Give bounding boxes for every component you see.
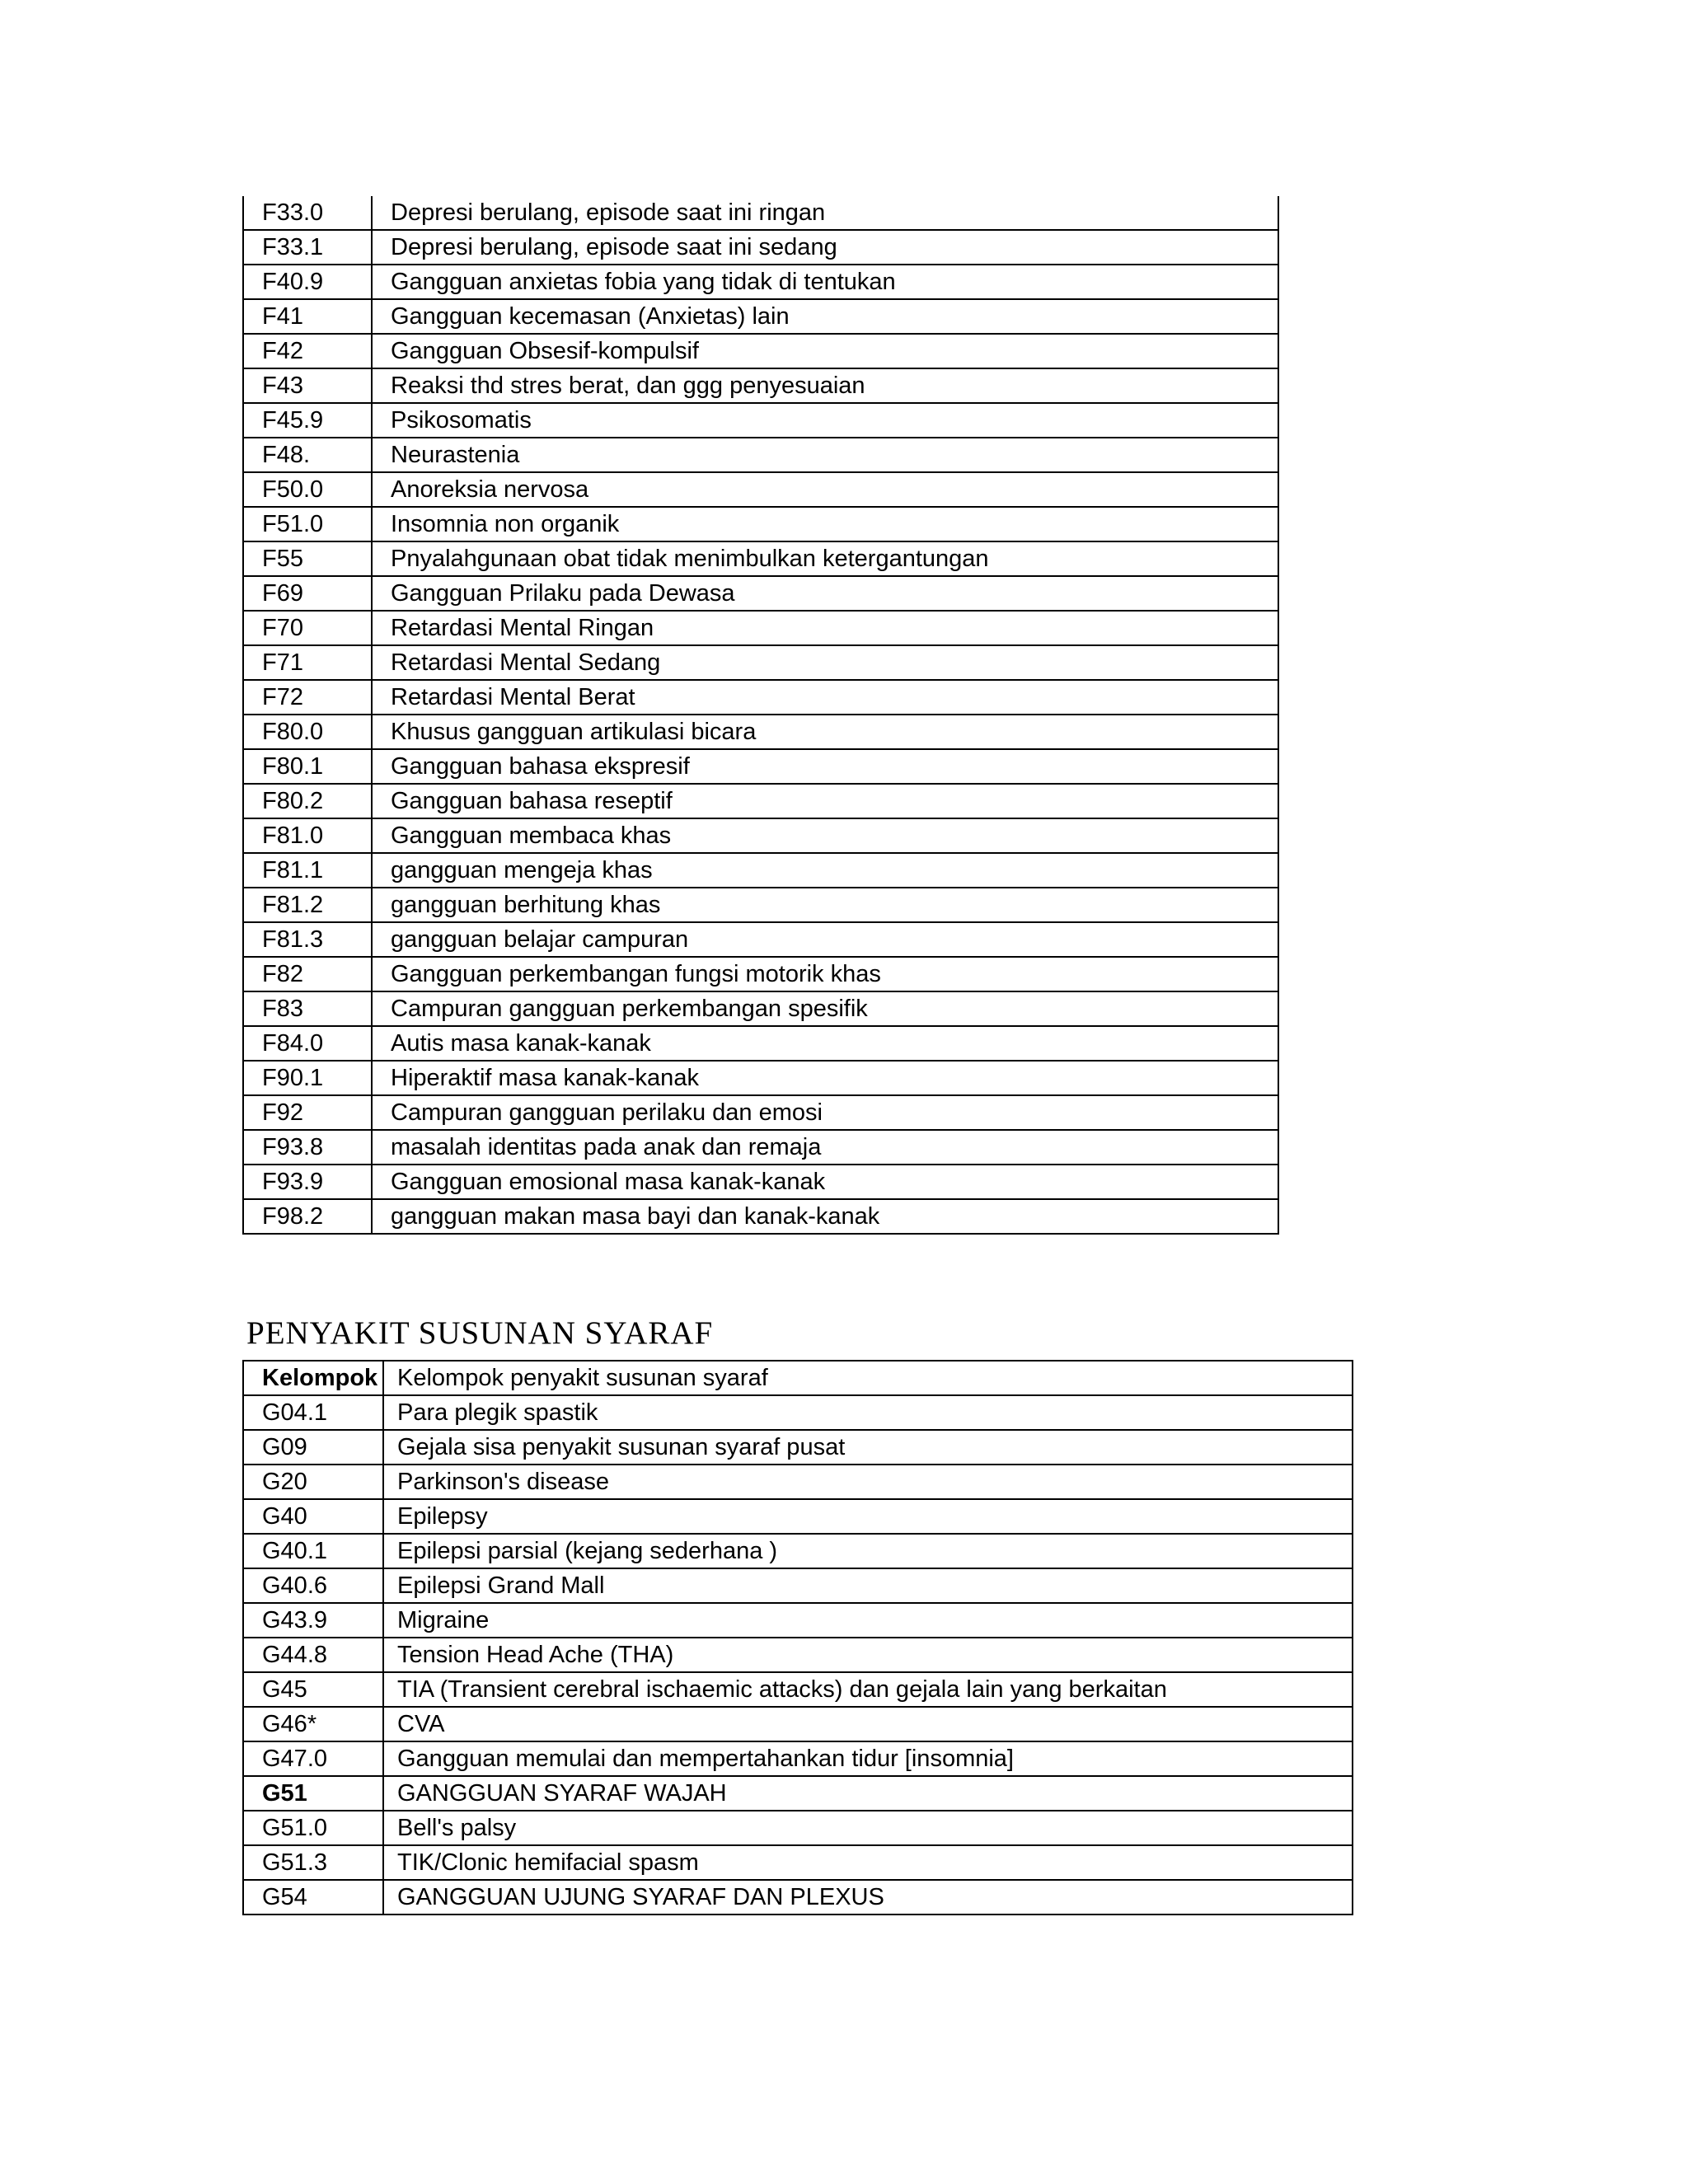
table-row (243, 1130, 1278, 1165)
code-cell: G20 (243, 1465, 383, 1499)
description-cell: gangguan berhitung khas (372, 888, 1278, 922)
description-cell: Depresi berulang, episode saat ini sedang (372, 230, 1278, 265)
table-row (243, 680, 1278, 715)
section-heading: PENYAKIT SUSUNAN SYARAF (246, 1315, 714, 1351)
code-cell: G04.1 (243, 1395, 383, 1430)
code-cell: G54 (243, 1880, 383, 1915)
description-cell: Gangguan Prilaku pada Dewasa (372, 576, 1278, 611)
description-cell: Reaksi thd stres berat, dan ggg penyesuaian (372, 368, 1278, 403)
code-cell: G40.1 (243, 1534, 383, 1568)
description-cell: Hiperaktif masa kanak-kanak (372, 1061, 1278, 1095)
code-cell: G44.8 (243, 1638, 383, 1672)
table-row (243, 1707, 1353, 1741)
mental-disorders-table (242, 196, 1279, 1235)
code-cell: F43 (243, 368, 372, 403)
description-cell: Campuran gangguan perkembangan spesifik (372, 991, 1278, 1026)
description-cell: masalah identitas pada anak dan remaja (372, 1130, 1278, 1165)
code-cell: F81.0 (243, 818, 372, 853)
description-cell: Autis masa kanak-kanak (372, 1026, 1278, 1061)
description-cell: Pnyalahgunaan obat tidak menimbulkan ketergantungan (372, 541, 1278, 576)
table-row (243, 1499, 1353, 1534)
description-cell: TIK/Clonic hemifacial spasm (383, 1845, 1353, 1880)
table-row (243, 403, 1278, 438)
table-row (243, 576, 1278, 611)
code-cell: F80.2 (243, 784, 372, 818)
description-cell: Gangguan memulai dan mempertahankan tidur [insomnia] (383, 1741, 1353, 1776)
code-cell: F98.2 (243, 1199, 372, 1234)
table-row (243, 715, 1278, 749)
code-cell: F33.1 (243, 230, 372, 265)
description-cell: Gangguan Obsesif-kompulsif (372, 334, 1278, 368)
table-row (243, 1395, 1353, 1430)
code-cell: F80.0 (243, 715, 372, 749)
description-cell: Gangguan bahasa ekspresif (372, 749, 1278, 784)
description-cell: GANGGUAN SYARAF WAJAH (383, 1776, 1353, 1811)
code-cell: F71 (243, 645, 372, 680)
description-cell: Psikosomatis (372, 403, 1278, 438)
table-row (243, 1811, 1353, 1845)
table-row (243, 1776, 1353, 1811)
table-row (243, 1534, 1353, 1568)
description-cell: gangguan belajar campuran (372, 922, 1278, 957)
description-cell: Gejala sisa penyakit susunan syaraf pusat (383, 1430, 1353, 1465)
description-cell: Gangguan perkembangan fungsi motorik khas (372, 957, 1278, 991)
nervous-system-diseases-table (242, 1360, 1353, 1915)
code-cell: F51.0 (243, 507, 372, 541)
table-row (243, 541, 1278, 576)
table-row (243, 1165, 1278, 1199)
code-cell: G43.9 (243, 1603, 383, 1638)
code-cell: G09 (243, 1430, 383, 1465)
table-row (243, 1465, 1353, 1499)
description-cell: Gangguan emosional masa kanak-kanak (372, 1165, 1278, 1199)
table-row (243, 818, 1278, 853)
description-cell: Khusus gangguan artikulasi bicara (372, 715, 1278, 749)
description-cell: CVA (383, 1707, 1353, 1741)
table-row (243, 472, 1278, 507)
description-cell: Epilepsi Grand Mall (383, 1568, 1353, 1603)
description-cell: Epilepsy (383, 1499, 1353, 1534)
table-row (243, 957, 1278, 991)
table-row (243, 853, 1278, 888)
table-row (243, 299, 1278, 334)
description-cell: TIA (Transient cerebral ischaemic attacks) dan gejala lain yang berkaitan (383, 1672, 1353, 1707)
code-cell: F33.0 (243, 196, 372, 230)
table-row (243, 1430, 1353, 1465)
header-desc-cell: Kelompok penyakit susunan syaraf (383, 1361, 1353, 1395)
table-row (243, 1880, 1353, 1915)
code-cell: F82 (243, 957, 372, 991)
code-cell: F80.1 (243, 749, 372, 784)
code-cell: F83 (243, 991, 372, 1026)
table-header-row (243, 1361, 1353, 1395)
code-cell: G40 (243, 1499, 383, 1534)
code-cell: F92 (243, 1095, 372, 1130)
code-cell: F81.3 (243, 922, 372, 957)
code-cell: F72 (243, 680, 372, 715)
code-cell: F42 (243, 334, 372, 368)
description-cell: Para plegik spastik (383, 1395, 1353, 1430)
table-row (243, 334, 1278, 368)
description-cell: Migraine (383, 1603, 1353, 1638)
description-cell: Retardasi Mental Sedang (372, 645, 1278, 680)
table-row (243, 438, 1278, 472)
code-cell: F93.9 (243, 1165, 372, 1199)
table-row (243, 1672, 1353, 1707)
code-cell: G51.0 (243, 1811, 383, 1845)
table-row (243, 611, 1278, 645)
code-cell: G47.0 (243, 1741, 383, 1776)
table-row (243, 922, 1278, 957)
table-row (243, 507, 1278, 541)
code-cell: F81.1 (243, 853, 372, 888)
description-cell: Neurastenia (372, 438, 1278, 472)
code-cell: F93.8 (243, 1130, 372, 1165)
table-row (243, 1845, 1353, 1880)
code-cell: F81.2 (243, 888, 372, 922)
table-row (243, 645, 1278, 680)
table-row (243, 1603, 1353, 1638)
description-cell: Campuran gangguan perilaku dan emosi (372, 1095, 1278, 1130)
description-cell: gangguan mengeja khas (372, 853, 1278, 888)
code-cell: F50.0 (243, 472, 372, 507)
description-cell: Tension Head Ache (THA) (383, 1638, 1353, 1672)
code-cell: F55 (243, 541, 372, 576)
code-cell: G46* (243, 1707, 383, 1741)
table-row (243, 1026, 1278, 1061)
header-code-cell: Kelompok (243, 1361, 383, 1395)
code-cell: F70 (243, 611, 372, 645)
description-cell: Gangguan bahasa reseptif (372, 784, 1278, 818)
code-cell: F69 (243, 576, 372, 611)
table-row (243, 196, 1278, 230)
code-cell: F41 (243, 299, 372, 334)
description-cell: Epilepsi parsial (kejang sederhana ) (383, 1534, 1353, 1568)
code-cell: G51.3 (243, 1845, 383, 1880)
table-row (243, 230, 1278, 265)
code-cell: F90.1 (243, 1061, 372, 1095)
description-cell: Retardasi Mental Ringan (372, 611, 1278, 645)
description-cell: Depresi berulang, episode saat ini ringan (372, 196, 1278, 230)
table-row (243, 784, 1278, 818)
table-row (243, 1199, 1278, 1234)
code-cell: F45.9 (243, 403, 372, 438)
description-cell: Anoreksia nervosa (372, 472, 1278, 507)
table-row (243, 265, 1278, 299)
table-row (243, 991, 1278, 1026)
code-cell: F40.9 (243, 265, 372, 299)
table-row (243, 1638, 1353, 1672)
description-cell: Gangguan anxietas fobia yang tidak di tentukan (372, 265, 1278, 299)
table-row (243, 1741, 1353, 1776)
description-cell: Bell's palsy (383, 1811, 1353, 1845)
description-cell: Gangguan membaca khas (372, 818, 1278, 853)
table-row (243, 1568, 1353, 1603)
table-row (243, 749, 1278, 784)
description-cell: Retardasi Mental Berat (372, 680, 1278, 715)
description-cell: Insomnia non organik (372, 507, 1278, 541)
table-row (243, 1061, 1278, 1095)
table-row (243, 368, 1278, 403)
description-cell: gangguan makan masa bayi dan kanak-kanak (372, 1199, 1278, 1234)
code-cell: G40.6 (243, 1568, 383, 1603)
table-row (243, 1095, 1278, 1130)
description-cell: Gangguan kecemasan (Anxietas) lain (372, 299, 1278, 334)
code-cell: G45 (243, 1672, 383, 1707)
code-cell: G51 (243, 1776, 383, 1811)
table-row (243, 888, 1278, 922)
code-cell: F48. (243, 438, 372, 472)
description-cell: GANGGUAN UJUNG SYARAF DAN PLEXUS (383, 1880, 1353, 1915)
code-cell: F84.0 (243, 1026, 372, 1061)
description-cell: Parkinson's disease (383, 1465, 1353, 1499)
